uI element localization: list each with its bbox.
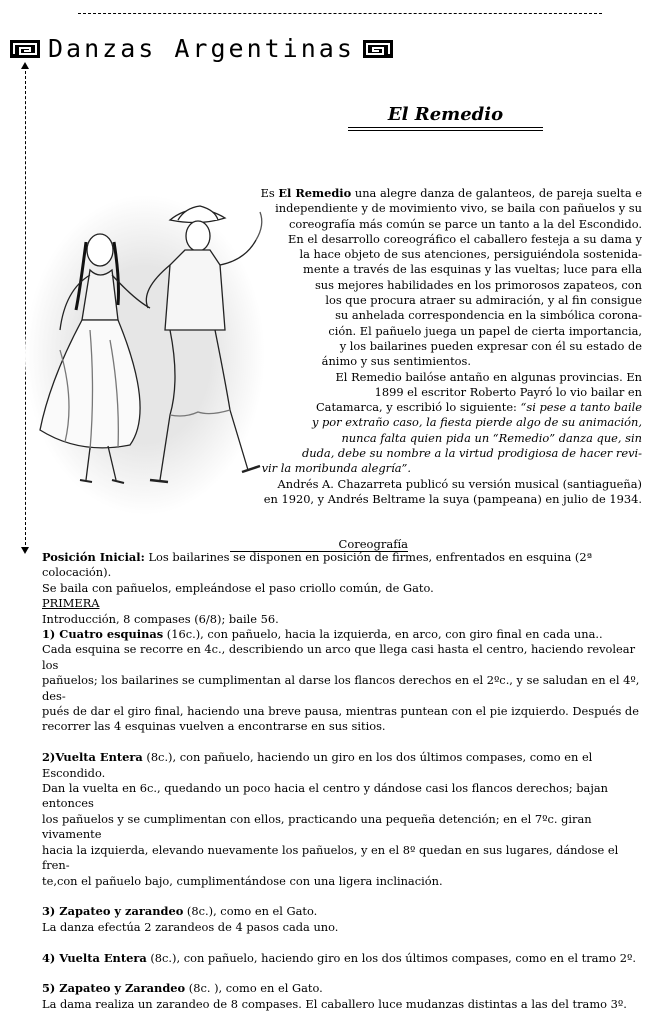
text-line: pués de dar el giro final, haciendo una breve pausa, mientras puntean con el pie izquierdo. Después de bbox=[42, 704, 639, 719]
text-line: El Remedio bailóse antaño en algunas provincias. En bbox=[335, 369, 642, 384]
text-line: Es El Remedio una alegre danza de galanteos, de pareja suelta e bbox=[260, 186, 642, 200]
coreografia-body bbox=[42, 550, 642, 1012]
text-line: en 1920, y Andrés Beltrame la suya (pampeana) en julio de 1934. bbox=[263, 491, 642, 506]
text-line: pañuelos; los bailarines se cumplimentan al darse los flancos derechos en el 2ºc., y se saludan en el 4º, des- bbox=[42, 673, 640, 703]
text-line: su anhelada correspondencia en la simbólica corona- bbox=[335, 308, 642, 323]
top-dashed-rule bbox=[78, 13, 602, 14]
text-line: 5) Zapateo y Zarandeo (8c. ), como en el Gato. bbox=[42, 981, 323, 996]
text-line: Catamarca, y escribió lo siguiente: “si pese a tanto baile bbox=[315, 400, 642, 415]
arrow-down-icon bbox=[21, 547, 29, 554]
text-line: sus mejores habilidades en los primorosos zapateos, con bbox=[314, 277, 642, 292]
text-line: Andrés A. Chazarreta publicó su versión musical (santiagueña) bbox=[277, 476, 642, 491]
greek-key-icon bbox=[363, 40, 393, 58]
text-line: vir la moribunda alegría”. bbox=[261, 461, 411, 476]
primera-heading: PRIMERA bbox=[42, 596, 100, 611]
text-line: mente a través de las esquinas y las vueltas; luce para ella bbox=[303, 262, 642, 277]
text-line: independiente y de movimiento vivo, se baila con pañuelos y su bbox=[275, 201, 642, 216]
text-line: y por extraño caso, la fiesta pierde algo de su animación, bbox=[311, 415, 642, 430]
text-line: los que procura atraer su admiración, y al fin consigue bbox=[325, 293, 642, 308]
dance-name: El Remedio bbox=[278, 186, 352, 200]
page-title: Danzas Argentinas bbox=[48, 34, 355, 63]
text-line: los pañuelos y se cumplimentan con ellos, practicando una pequeña detención; en el 7ºc. giran vivamente bbox=[42, 811, 592, 842]
text-line: La danza efectúa 2 zarandeos de 4 pasos cada uno. bbox=[42, 919, 339, 934]
text-line: nunca falta quien pida un “Remedio” danza que, sin bbox=[341, 430, 642, 445]
title-underline bbox=[348, 130, 543, 131]
title-underline bbox=[348, 127, 543, 128]
text-line: duda, debe su nombre a la virtud prodigiosa de hacer revi- bbox=[301, 446, 642, 461]
text-line: 1899 el escritor Roberto Payró lo vio bailar en bbox=[374, 384, 642, 399]
page-header bbox=[10, 34, 393, 64]
text-line: La dama realiza un zarandeo de 8 compases. El caballero luce mudanzas distintas a las del tramo 3º. bbox=[42, 996, 627, 1011]
text-line: Introducción, 8 compases (6/8); baile 56. bbox=[42, 611, 279, 626]
text-line: ánimo y sus sentimientos. bbox=[321, 354, 471, 369]
text-line: Posición Inicial: Los bailarines se disponen en posición de firmes, enfrentados en esquina (2ª colocación). bbox=[42, 550, 592, 580]
text-line: En el desarrollo coreográfico el caballero festeja a su dama y bbox=[288, 231, 642, 246]
text-line: y los bailarines pueden expresar con él su estado de bbox=[339, 338, 642, 353]
text-line: 3) Zapateo y zarandeo (8c.), como en el Gato. bbox=[42, 904, 318, 919]
intro-text bbox=[0, 186, 642, 507]
text-line: recorrer las 4 esquinas vuelven a encontrarse en sus sitios. bbox=[42, 719, 386, 734]
coreografia-heading: Coreografía bbox=[230, 537, 408, 552]
text-line: Dan la vuelta en 6c., quedando un poco hacia el centro y dándose casi los flancos derechos; bajan entonces bbox=[42, 781, 608, 811]
text-line: 1) Cuatro esquinas (16c.), con pañuelo, hacia la izquierda, en arco, con giro final en cada una.. bbox=[42, 627, 603, 642]
text-line: te,con el pañuelo bajo, cumplimentándose con una ligera inclinación. bbox=[42, 873, 443, 888]
text-line: Se baila con pañuelos, empleándose el paso criollo común, de Gato. bbox=[42, 580, 434, 595]
section-title: El Remedio bbox=[387, 104, 504, 125]
text-line: 2)Vuelta Entera (8c.), con pañuelo, haciendo un giro en los dos últimos compases, como en el Escondido. bbox=[42, 750, 593, 780]
text-line: Cada esquina se recorre en 4c., describiendo un arco que llega casi hasta el centro, haciendo revolear los bbox=[42, 642, 636, 672]
greek-key-icon bbox=[10, 40, 40, 58]
text-line: 4) Vuelta Entera (8c.), con pañuelo, haciendo giro en los dos últimos compases, como en el tramo 2º. bbox=[42, 950, 636, 965]
text-line: hacia la izquierda, elevando nuevamente los pañuelos, y en el 8º quedan en sus lugares, dándose el fren- bbox=[42, 842, 619, 873]
text-line: coreografía más común se parce un tanto a la del Escondido. bbox=[289, 216, 642, 231]
text-line: ción. El pañuelo juega un papel de cierta importancia, bbox=[328, 323, 642, 338]
text-line: la hace objeto de sus atenciones, persiguiéndola sostenida- bbox=[299, 247, 642, 262]
